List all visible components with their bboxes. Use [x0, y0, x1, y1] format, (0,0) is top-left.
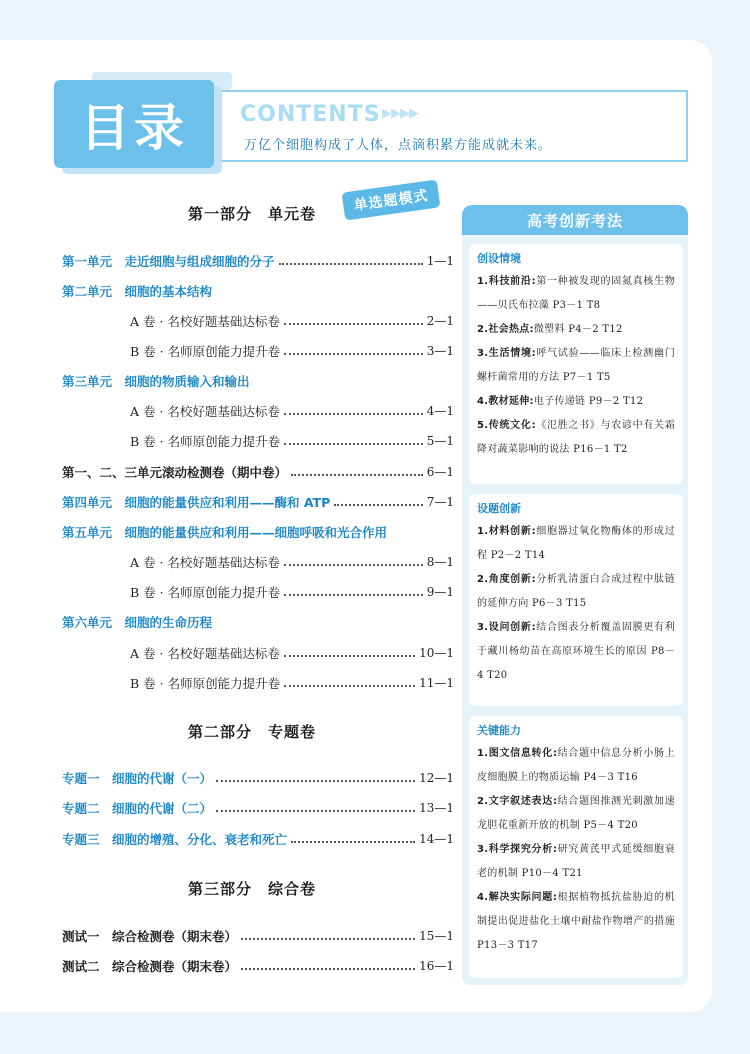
toc-label: 第一、二、三单元滚动检测卷（期中卷）: [62, 465, 288, 480]
toc-leader: [284, 564, 423, 566]
header-motto: 万亿个细胞构成了人体，点滴积累方能成就未来。: [244, 138, 553, 153]
toc-row[interactable]: [130, 673, 454, 693]
section-item: 2.角度创新:分析乳清蛋白合成过程中肽链的延伸方向 P6－3 T15: [477, 574, 675, 609]
mode-badge: 单选题模式: [342, 179, 441, 220]
toc-page: 15—1: [419, 929, 454, 943]
toc-row[interactable]: [62, 281, 454, 301]
toc-row[interactable]: [62, 522, 454, 542]
toc-page: 10—1: [419, 646, 454, 660]
section-item: 3.生活情境:呼气试验——临床上检测幽门螺杆菌常用的方法 P7－1 T5: [477, 348, 675, 383]
toc-label: 第二单元 细胞的基本结构: [62, 284, 213, 299]
part-title-1: 第一部分 单元卷: [188, 205, 317, 223]
toc-leader: [284, 353, 423, 355]
toc-label: A 卷 · 名校好题基础达标卷: [130, 404, 280, 419]
toc-label: 第五单元 细胞的能量供应和利用——细胞呼吸和光合作用: [62, 525, 388, 540]
toc-label: B 卷 · 名师原创能力提升卷: [130, 676, 281, 691]
toc-row[interactable]: [130, 401, 454, 421]
toc-label: 第三单元 细胞的物质输入和输出: [62, 374, 250, 389]
toc-label: 第四单元 细胞的能量供应和利用——酶和 ATP: [62, 495, 331, 510]
toc-row[interactable]: [130, 582, 454, 602]
toc-leader: [291, 474, 423, 476]
toc-label: A 卷 · 名校好题基础达标卷: [130, 646, 280, 661]
toc-leader: [241, 938, 415, 940]
toc-row[interactable]: [62, 926, 454, 946]
toc-page: 8—1: [426, 555, 454, 569]
toc-page: 12—1: [419, 771, 454, 785]
toc-page: 6—1: [426, 465, 454, 479]
part-title-3: 第三部分 综合卷: [188, 880, 317, 898]
toc-row[interactable]: [62, 612, 454, 632]
toc-row[interactable]: [62, 371, 454, 391]
section-item: 3.科学探究分析:研究黄芪甲式延缓细胞衰老的机制 P10－4 T21: [477, 844, 675, 879]
toc-page: 7—1: [426, 495, 454, 509]
toc-leader: [284, 323, 423, 325]
section-item: 4.解决实际问题:根据植物抵抗盐胁迫的机制提出促进盐化土壤中耐盐作物增产的措施 P13－3 T17: [477, 892, 675, 951]
toc-page: 14—1: [419, 832, 454, 846]
section-title: 设题创新: [477, 502, 521, 515]
toc-label: 第一单元 走近细胞与组成细胞的分子: [62, 254, 275, 269]
toc-label: B 卷 · 名师原创能力提升卷: [130, 344, 281, 359]
section-card-question-design: [469, 494, 683, 706]
toc-leader: [284, 655, 415, 657]
section-title: 关键能力: [477, 724, 521, 737]
toc-row[interactable]: [130, 341, 454, 361]
toc-page: 1—1: [426, 254, 454, 268]
toc-row[interactable]: [62, 251, 454, 271]
toc-leader: [334, 504, 422, 506]
section-item: 3.设问创新:结合图表分析覆盖固膜更有利于藏川杨幼苗在高原环境生长的原因 P8－4 T20: [477, 622, 675, 681]
toc-page: 11—1: [419, 676, 454, 690]
toc-leader: [284, 594, 423, 596]
toc-row[interactable]: [130, 431, 454, 451]
toc-page: 9—1: [426, 585, 454, 599]
toc-label: 专题二 细胞的代谢（二）: [62, 801, 213, 816]
toc-label: 第六单元 细胞的生命历程: [62, 615, 213, 630]
toc-row[interactable]: [62, 798, 454, 818]
toc-leader: [291, 841, 415, 843]
toc-leader: [216, 810, 415, 812]
section-item: 1.材料创新:细胞器过氧化物酶体的形成过程 P2－2 T14: [477, 526, 675, 561]
toc-leader: [216, 780, 415, 782]
toc-label: 测试二 综合检测卷（期末卷）: [62, 959, 238, 974]
section-title: 创设情境: [477, 252, 521, 265]
toc-page: 5—1: [426, 434, 454, 448]
section-item: 1.图文信息转化:结合题中信息分析小肠上皮细胞膜上的物质运输 P4－3 T16: [477, 748, 675, 783]
toc-row[interactable]: [130, 311, 454, 331]
section-item: 5.传统文化:《氾胜之书》与农谚中有关霜降对蔬菜影响的说法 P16－1 T2: [477, 420, 675, 455]
toc-row[interactable]: [62, 768, 454, 788]
toc-leader: [241, 968, 415, 970]
toc-label: A 卷 · 名校好题基础达标卷: [130, 555, 280, 570]
toc-leader: [284, 685, 415, 687]
toc-row[interactable]: [62, 492, 454, 512]
toc-label: B 卷 · 名师原创能力提升卷: [130, 585, 281, 600]
section-item: 2.文字叙述表达:结合题图推测光刺激加速龙胆花重新开放的机制 P5－4 T20: [477, 796, 675, 831]
part-title-2: 第二部分 专题卷: [188, 723, 317, 741]
toc-leader: [284, 413, 423, 415]
toc-page: 3—1: [426, 344, 454, 358]
toc-row[interactable]: [130, 643, 454, 663]
toc-label: 专题一 细胞的代谢（一）: [62, 771, 213, 786]
section-item: 1.科技前沿:第一种被发现的固氮真核生物——贝氏布拉藻 P3－1 T8: [477, 276, 675, 311]
toc-label: 专题三 细胞的增殖、分化、衰老和死亡: [62, 832, 288, 847]
toc-label: A 卷 · 名校好题基础达标卷: [130, 314, 280, 329]
page-title: 目录: [54, 80, 214, 168]
toc-row[interactable]: [130, 552, 454, 572]
side-panel-title: 高考创新考法: [462, 205, 688, 235]
toc-leader: [284, 443, 423, 445]
toc-row[interactable]: [62, 956, 454, 976]
toc-page: 13—1: [419, 801, 454, 815]
toc-page: 16—1: [419, 959, 454, 973]
section-item: 4.教材延伸:电子传递链 P9－2 T12: [477, 396, 644, 407]
toc-page: 4—1: [426, 404, 454, 418]
section-card-key-abilities: [469, 716, 683, 978]
section-card-scenarios: [469, 244, 683, 484]
toc-leader: [279, 263, 423, 265]
toc-row[interactable]: [62, 462, 454, 482]
contents-label: CONTENTS: [240, 102, 381, 127]
section-item: 2.社会热点:微塑料 P4－2 T12: [477, 324, 623, 335]
toc-row[interactable]: [62, 829, 454, 849]
toc-label: 测试一 综合检测卷（期末卷）: [62, 929, 238, 944]
arrow-decoration-icon: ▶▶▶▶: [382, 106, 418, 121]
toc-page: 2—1: [426, 314, 454, 328]
toc-label: B 卷 · 名师原创能力提升卷: [130, 434, 281, 449]
